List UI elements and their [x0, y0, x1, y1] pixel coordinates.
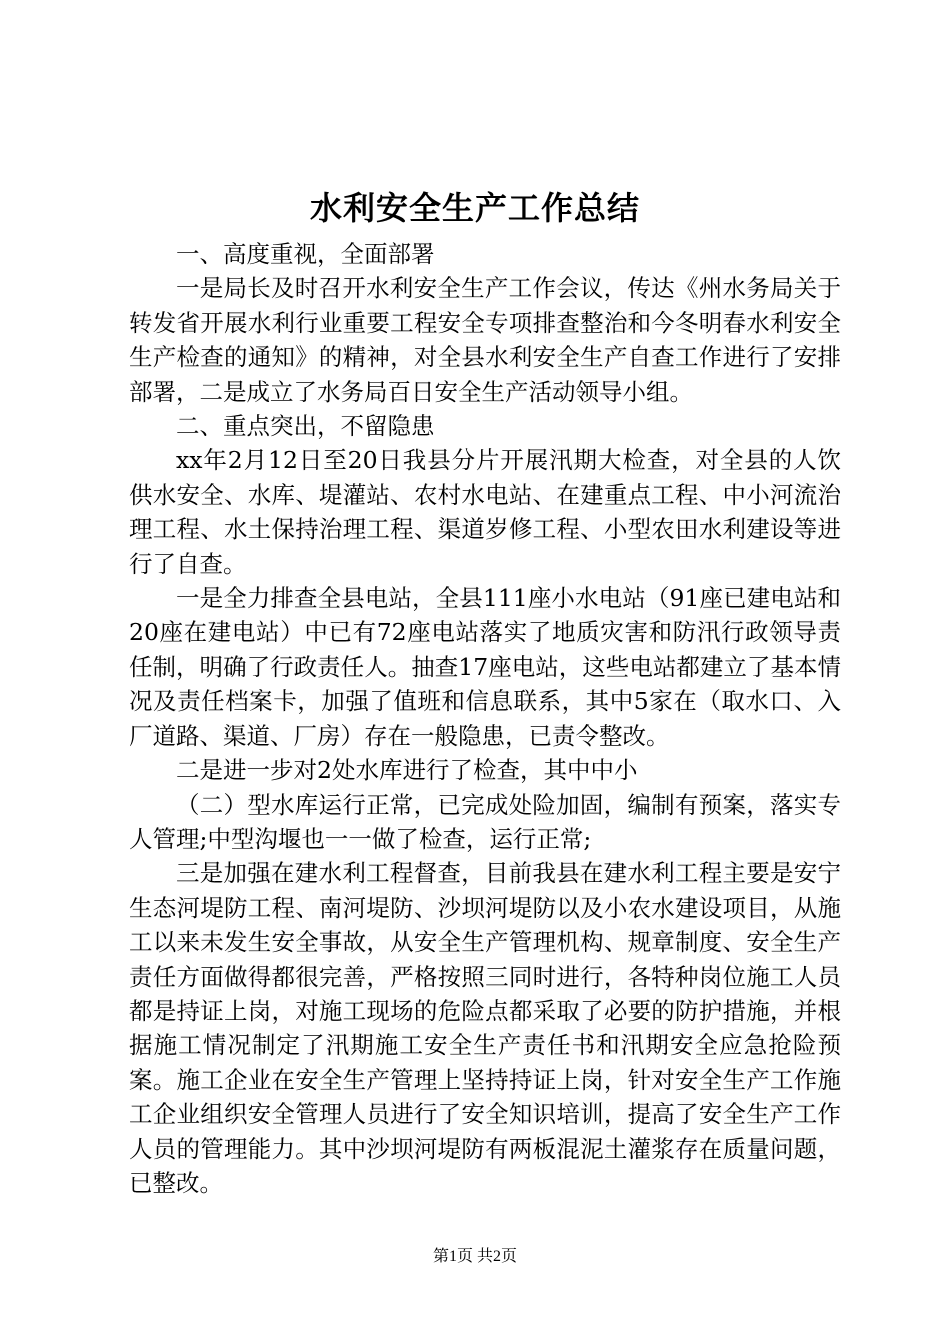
- paragraph-5: （二）型水库运行正常，已完成处险加固，编制有预案，落实专人管理;中型沟堰也一一做了检查，运行正常;: [129, 790, 841, 853]
- section-heading-2: 二、重点突出，不留隐患: [176, 412, 435, 441]
- paragraph-2: xx年2月12日至20日我县分片开展汛期大检查，对全县的人饮供水安全、水库、堤灌站、农村水电站、在建重点工程、中小河流治理工程、水土保持治理工程、渠道岁修工程、小型农田水利建设等进行了自查。: [129, 446, 841, 578]
- page-number-footer: 第1页 共2页: [432, 1248, 517, 1265]
- paragraph-4: 二是进一步对2处水库进行了检查，其中中小: [176, 756, 638, 785]
- section-heading-1: 一、高度重视，全面部署: [176, 240, 435, 268]
- paragraph-1: 一是局长及时召开水利安全生产工作会议，传达《州水务局关于转发省开展水利行业重要工程安全专项排查整治和今冬明春水利安全生产检查的通知》的精神，对全县水利安全生产自查工作进行了安排部署，二是成立了水务局百日安全生产活动领导小组。: [129, 274, 841, 406]
- document-title: 水利安全生产工作总结: [309, 189, 640, 227]
- paragraph-6: 三是加强在建水利工程督查，目前我县在建水利工程主要是安宁生态河堤防工程、南河堤防、沙坝河堤防以及小农水建设项目，从施工以来未发生安全事故，从安全生产管理机构、规章制度、安全生产责任方面做得都很完善，严格按照三同时进行，各特种岗位施工人员都是持证上岗，对施工现场的危险点都采取了必要的防护措施，并根据施工情况制定了汛期施工安全生产责任书和汛期安全应急抢险预案。施工企业在安全生产管理上坚持持证上岗，针对安全生产工作施工企业组织安全管理人员进行了安全知识培训，提高了安全生产工作人员的管理能力。其中沙坝河堤防有两板混泥土灌浆存在质量问题，已整改。: [129, 859, 841, 1197]
- document-body: [129, 237, 841, 1200]
- paragraph-3: 一是全力排查全县电站，全县111座小水电站（91座已建电站和20座在建电站）中已有72座电站落实了地质灾害和防汛行政领导责任制，明确了行政责任人。抽查17座电站，这些电站都建立了基本情况及责任档案卡，加强了值班和信息联系，其中5家在（取水口、入厂道路、渠道、厂房）存在一般隐患，已责令整改。: [129, 584, 841, 750]
